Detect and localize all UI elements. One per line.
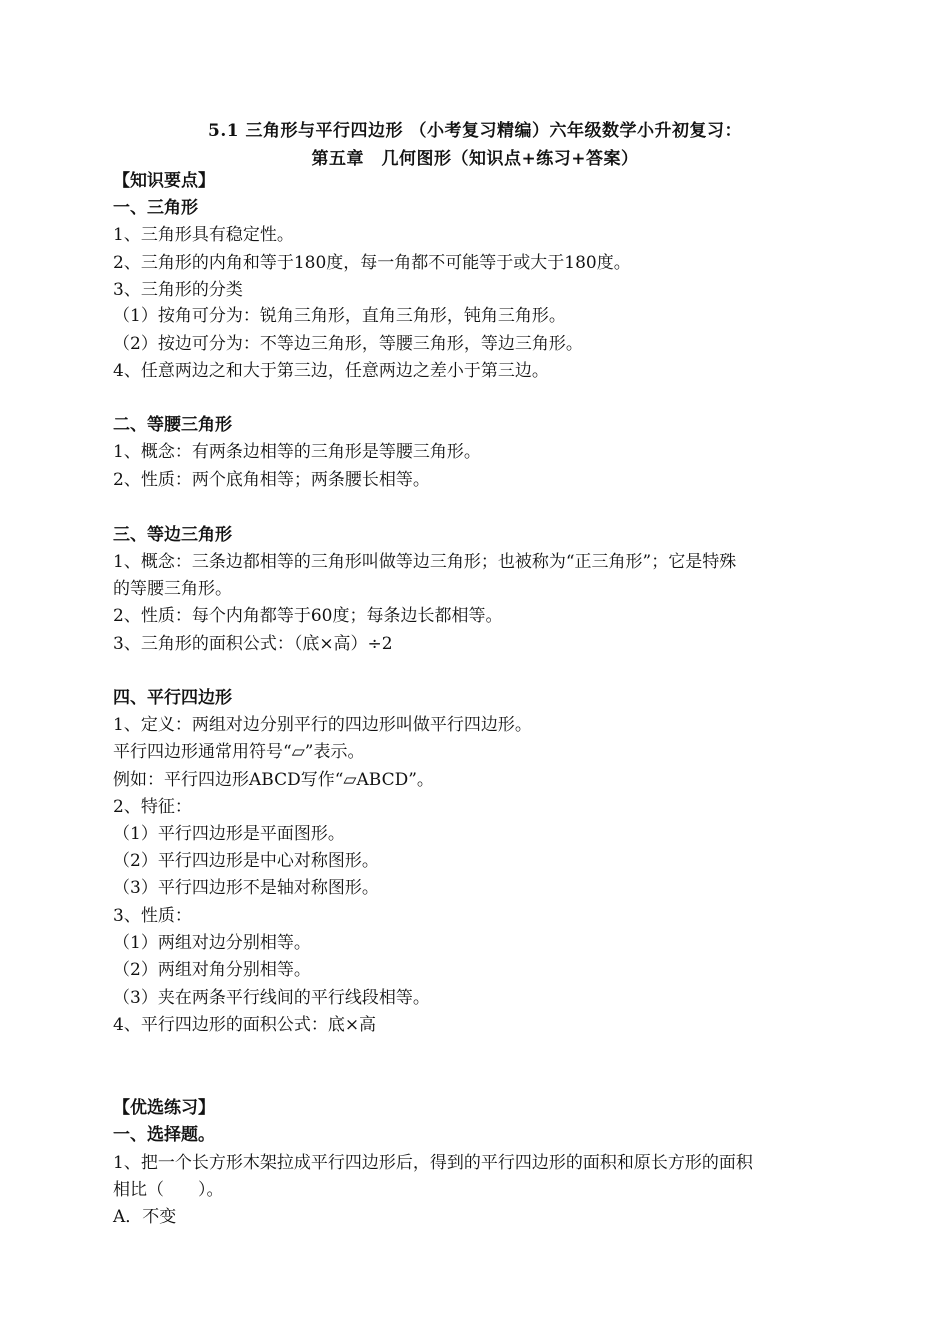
list-item: 例如：平行四边形ABCD写作“▱ABCD”。 [113, 770, 434, 790]
list-item: （2）两组对角分别相等。 [113, 960, 311, 980]
section-heading-isosceles: 二、等腰三角形 [113, 415, 232, 435]
list-item: 4、平行四边形的面积公式：底×高 [113, 1015, 377, 1035]
list-item: （2）按边可分为：不等边三角形，等腰三角形，等边三角形。 [113, 334, 583, 354]
practice-section-heading: 一、选择题。 [113, 1125, 215, 1145]
list-item: 2、特征： [113, 797, 192, 817]
list-item: 3、性质： [113, 906, 192, 926]
list-item: 2、性质：每个内角都等于60度；每条边长都相等。 [113, 606, 503, 626]
list-item: 3、三角形的分类 [113, 280, 243, 300]
list-item: （1）平行四边形是平面图形。 [113, 824, 345, 844]
answer-option: A．不变 [113, 1207, 177, 1227]
list-item: （2）平行四边形是中心对称图形。 [113, 851, 379, 871]
list-item: 1、三角形具有稳定性。 [113, 225, 294, 245]
list-item: （1）两组对边分别相等。 [113, 933, 311, 953]
list-item: （3）平行四边形不是轴对称图形。 [113, 878, 379, 898]
section-heading-parallelogram: 四、平行四边形 [113, 688, 232, 708]
list-item: 2、性质：两个底角相等；两条腰长相等。 [113, 470, 430, 490]
section-heading-triangle: 一、三角形 [113, 198, 198, 218]
section-heading-equilateral: 三、等边三角形 [113, 525, 232, 545]
list-item: （3）夹在两条平行线间的平行线段相等。 [113, 988, 430, 1008]
list-item: 1、概念：有两条边相等的三角形是等腰三角形。 [113, 442, 481, 462]
list-item: 3、三角形的面积公式：（底×高）÷2 [113, 634, 393, 654]
list-item: 的等腰三角形。 [113, 579, 232, 599]
list-item: 1、概念：三条边都相等的三角形叫做等边三角形；也被称为“正三角形”；它是特殊 [113, 552, 737, 572]
list-item: 2、三角形的内角和等于180度，每一角都不可能等于或大于180度。 [113, 253, 631, 273]
list-item: 平行四边形通常用符号“▱”表示。 [113, 742, 365, 762]
question-text: 相比（ ）。 [113, 1180, 224, 1200]
list-item: （1）按角可分为：锐角三角形，直角三角形，钝角三角形。 [113, 306, 566, 326]
knowledge-header: 【知识要点】 [113, 171, 215, 191]
practice-header: 【优选练习】 [113, 1098, 215, 1118]
doc-title-line2: 第五章 几何图形（知识点+练习+答案） [311, 149, 639, 169]
list-item: 1、定义：两组对边分别平行的四边形叫做平行四边形。 [113, 715, 532, 735]
list-item: 4、任意两边之和大于第三边，任意两边之差小于第三边。 [113, 361, 549, 381]
doc-title-line1: 5.1 三角形与平行四边形 （小考复习精编）六年级数学小升初复习： [208, 121, 742, 141]
question-text: 1、把一个长方形木架拉成平行四边形后，得到的平行四边形的面积和原长方形的面积 [113, 1153, 753, 1173]
